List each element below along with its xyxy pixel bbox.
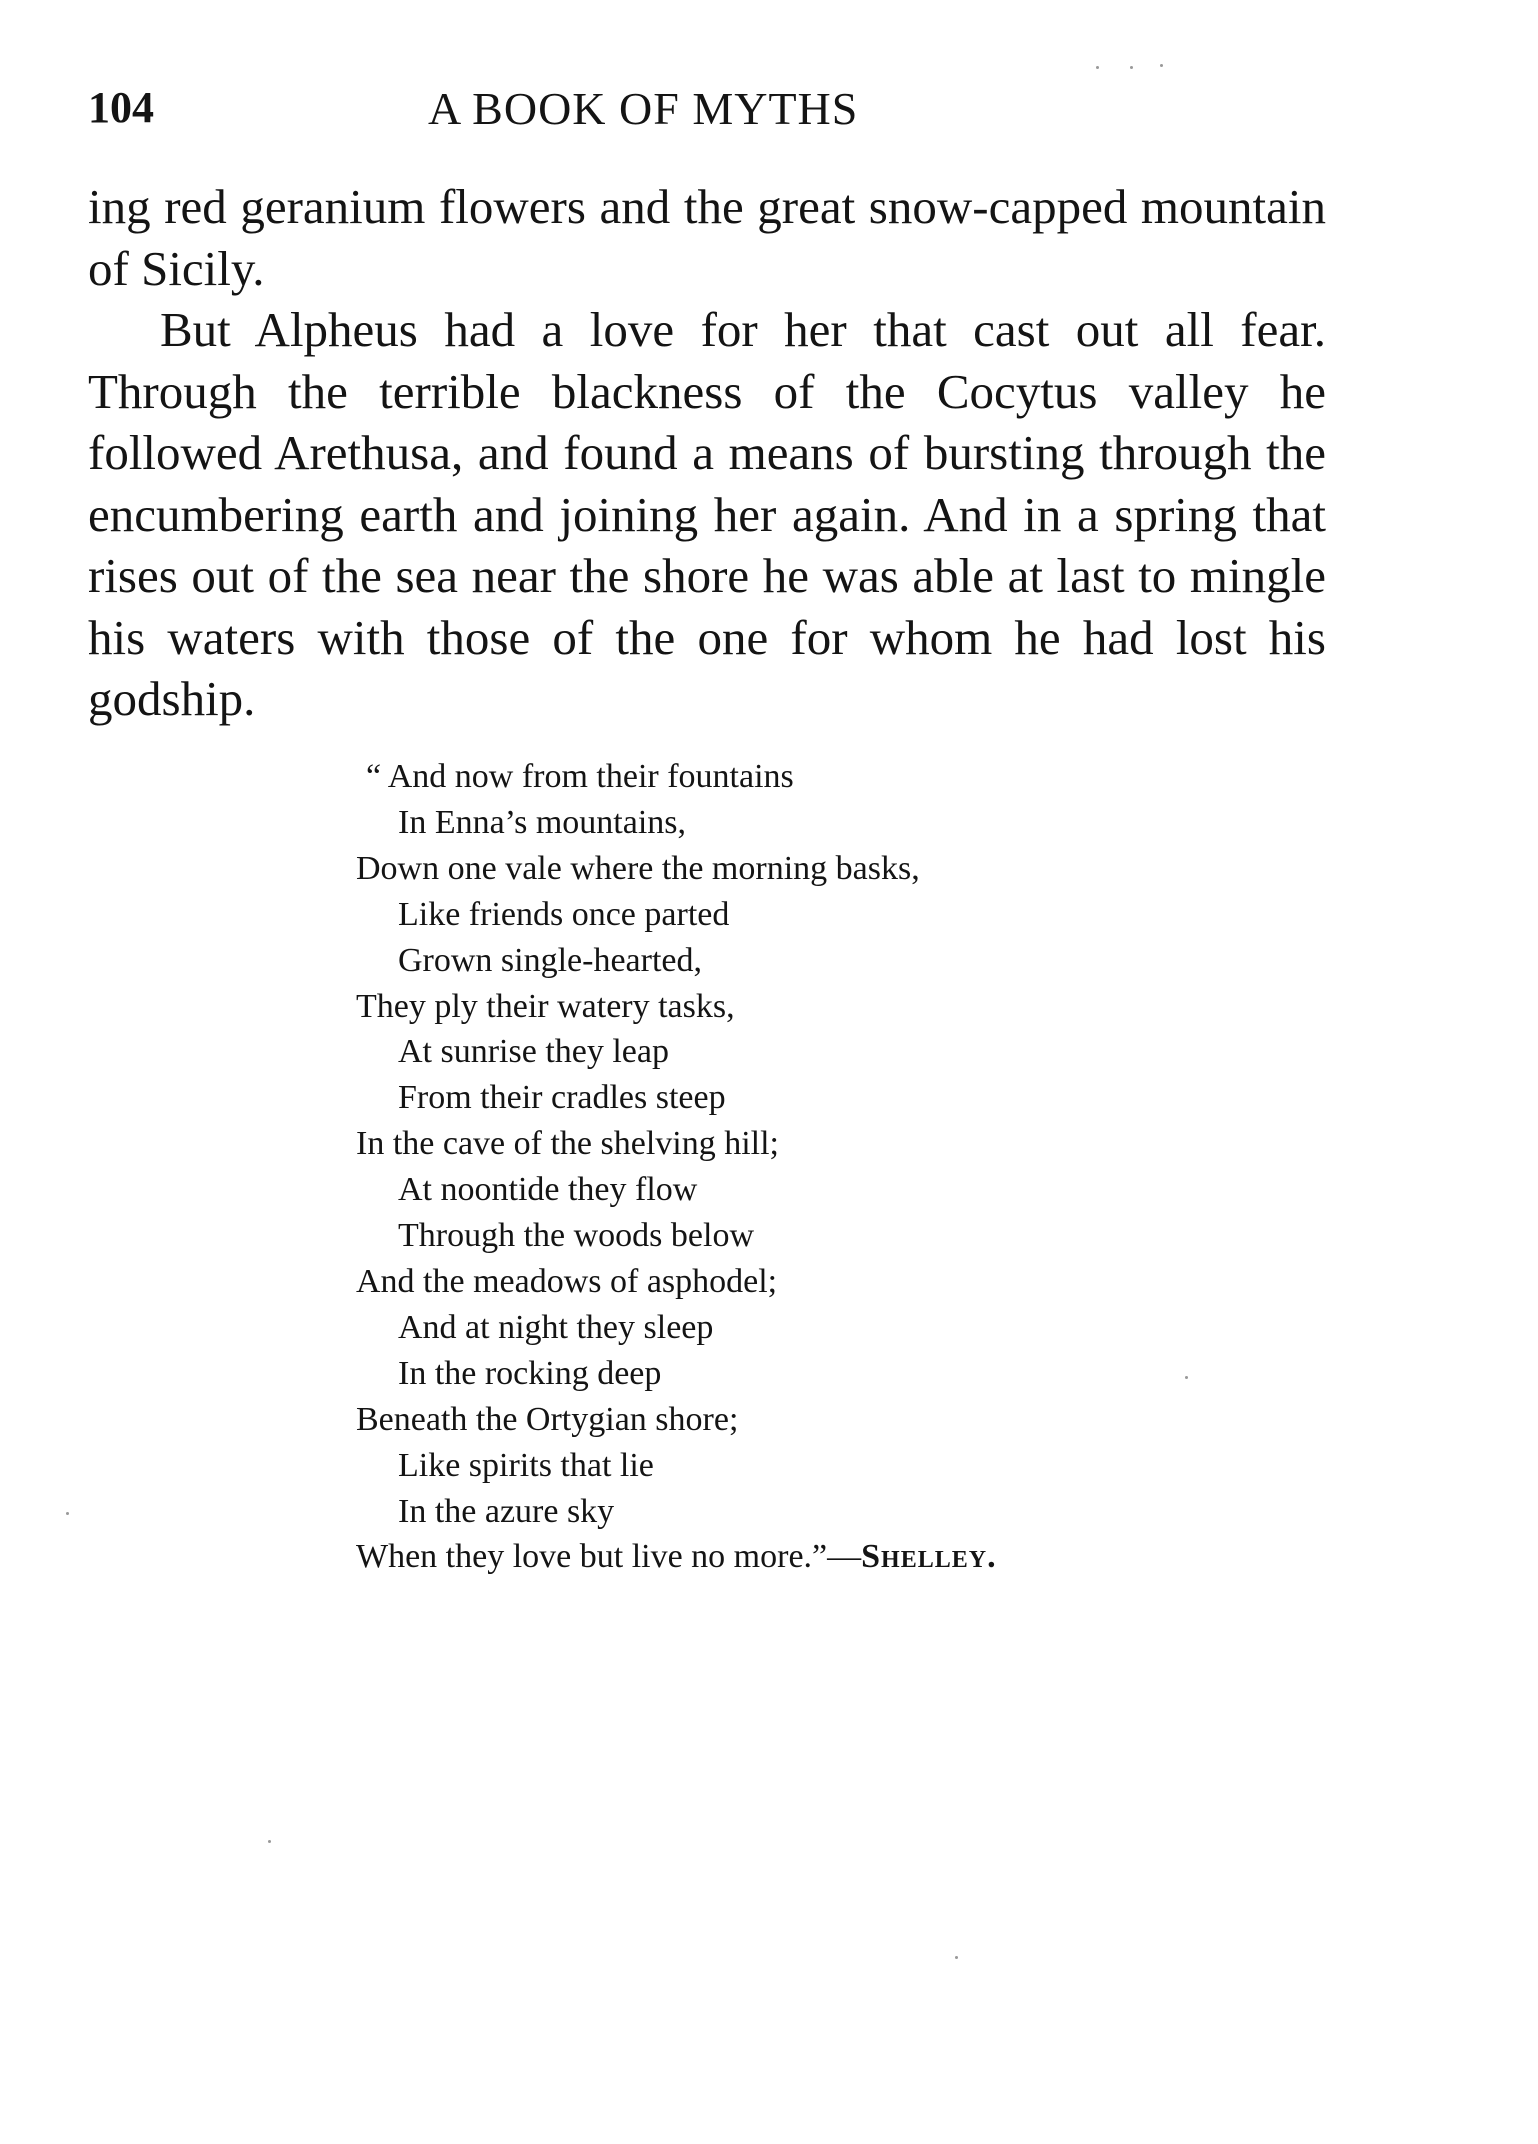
running-head <box>88 82 1318 142</box>
scan-speck <box>1130 66 1133 69</box>
poem-line: They ply their watery tasks, <box>356 987 735 1025</box>
poem-last-line <box>356 1534 1256 1580</box>
poem-line: From their cradles steep <box>398 1079 726 1117</box>
poem-line: Down one vale where the morning basks, <box>356 849 920 887</box>
page-number: 104 <box>88 83 154 132</box>
poem-line: And the meadows of asphodel; <box>356 1262 778 1300</box>
scan-speck <box>268 1840 271 1843</box>
poem-line: Grown single-hearted, <box>398 941 703 979</box>
scan-speck <box>1160 64 1163 67</box>
scan-speck <box>1096 66 1099 69</box>
book-title: A BOOK OF MYTHS <box>428 83 859 134</box>
scan-speck <box>66 1512 69 1515</box>
alpheus-paragraph: But Alpheus had a love for her that cast out all fear. Through the terrible blackness of the Cocytus valley he followed Arethusa, and found a means of bursting through the encumbering earth and joining her again. And in a spring that rises out of the sea near the shore he was able at last to mingle his waters with those of the one for whom he had lost his godship. <box>88 302 1326 726</box>
scan-speck <box>955 1956 958 1959</box>
poem-line: In Enna’s mountains, <box>398 803 687 841</box>
prose-body <box>88 176 1326 730</box>
poem-line: At sunrise they leap <box>398 1033 669 1071</box>
poem-line: Like spirits that lie <box>398 1446 654 1484</box>
poem-line: “ And now from their fountains <box>366 758 794 795</box>
poem-line: In the rocking deep <box>398 1354 662 1392</box>
poem-line: And at night they sleep <box>398 1308 714 1346</box>
scan-speck <box>1185 1376 1188 1379</box>
poem-line: Like friends once parted <box>398 895 730 933</box>
continuation-paragraph: ing red geranium flowers and the great snow-capped mountain of Sicily. <box>88 179 1326 296</box>
poem-line: When they love but live no more.”— <box>356 1538 862 1576</box>
poem-line: Beneath the Ortygian shore; <box>356 1400 739 1438</box>
poem-quotation <box>356 754 1256 1580</box>
poem-line: In the azure sky <box>398 1492 615 1530</box>
poem-line: In the cave of the shelving hill; <box>356 1125 779 1163</box>
poem-line: Through the woods below <box>398 1217 755 1255</box>
poem-attribution: Shelley. <box>861 1538 997 1576</box>
poem-line: At noontide they flow <box>398 1171 698 1209</box>
